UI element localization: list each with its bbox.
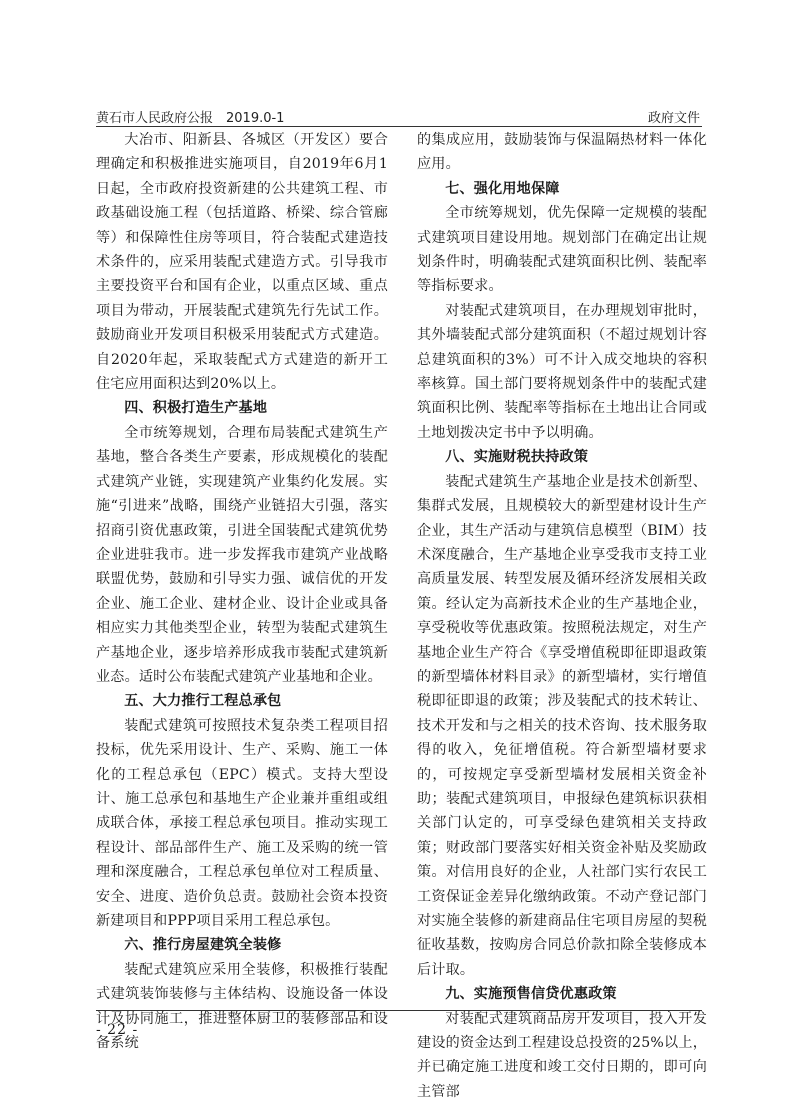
section-heading-8: 八、实施财税扶持政策 xyxy=(445,449,589,466)
section-heading-7: 七、强化用地保障 xyxy=(445,180,560,197)
section-heading-6: 六、推行房屋建筑全装修 xyxy=(124,937,282,954)
paragraph: 装配式建筑可按照技术复杂类工程项目招投标，优先采用设计、生产、采购、施工一体化的工程总承包（EPC）模式。支持大型设计、施工总承包和基地生产企业兼并重组或组成联合体，承接工程总承包项目。推动实现工程设计、部品部件生产、施工及采购的统一管理和深度融合，工程总承包单位对工程质量、安全、进度、造价负总责。鼓励社会资本投资新建项目和PPP项目采用工程总承包。 xyxy=(96,717,388,929)
header-divider xyxy=(96,126,702,127)
section-heading-4: 四、积极打造生产基地 xyxy=(124,400,268,417)
page-number: - 22 - xyxy=(96,1022,139,1038)
paragraph: 对装配式建筑商品房开发项目，投入开发建设的资金达到工程建设总投资的25%以上，并已确定施工进度和竣工交付日期的，即可向主管部 xyxy=(417,1010,707,1100)
right-column xyxy=(417,128,707,1104)
section-heading-9: 九、实施预售信贷优惠政策 xyxy=(445,986,617,1003)
publication-title: 黄石市人民政府公报 2019.0-1 xyxy=(96,111,285,126)
paragraph: 大冶市、阳新县、各城区（开发区）要合理确定和积极推进实施项目，自2019年6月1日起，全市政府投资新建的公共建筑工程、市政基础设施工程（包括道路、桥梁、综合管廊等）和保障性住房等项目，符合装配式建造技术条件的，应采用装配式建造方式。引导我市主要投资平台和国有企业，以重点区域、重点项目为带动，开展装配式建筑先行先试工作。鼓励商业开发项目积极采用装配式方式建造。自2020年起，采取装配式方式建造的新开工住宅应用面积达到20%以上。 xyxy=(96,132,388,393)
paragraph: 全市统筹规划，合理布局装配式建筑生产基地，整合各类生产要素，形成规模化的装配式建筑产业链，实现建筑产业集约化发展。实施“引进来”战略，围绕产业链招大引强，落实招商引资优惠政策，引进全国装配式建筑优势企业进驻我市。进一步发挥我市建筑产业战略联盟优势，鼓励和引导实力强、诚信优的开发企业、施工企业、建材企业、设计企业或具备相应实力其他类型企业，转型为装配式建筑生产基地企业，逐步培养形成我市装配式建筑新业态。适时公布装配式建筑产业基地和企业。 xyxy=(96,424,388,685)
section-label: 政府文件 xyxy=(647,111,700,126)
paragraph: 全市统筹规划，优先保障一定规模的装配式建筑项目建设用地。规划部门在确定出让规划条件时，明确装配式建筑面积比例、装配率等指标要求。 xyxy=(417,205,707,295)
paragraph: 装配式建筑应采用全装修，积极推行装配式建筑装饰装修与主体结构、设施设备一体设计及协同施工，推进整体厨卫的装修部品和设备系统 xyxy=(96,961,388,1052)
paragraph: 对装配式建筑项目，在办理规划审批时，其外墙装配式部分建筑面积（不超过规划计容总建筑面积的3%）可不计入成交地块的容积率核算。国土部门要将规划条件中的装配式建筑面积比例、装配率等指标在土地出让合同或土地划拨决定书中予以明确。 xyxy=(417,302,707,441)
paragraph-continued: 的集成应用，鼓励装饰与保温隔热材料一体化应用。 xyxy=(417,132,707,173)
footer-divider xyxy=(96,1010,702,1011)
section-heading-5: 五、大力推行工程总承包 xyxy=(124,693,282,710)
left-column xyxy=(96,128,388,1055)
paragraph: 装配式建筑生产基地企业是技术创新型、集群式发展，且规模较大的新型建材设计生产企业，其生产活动与建筑信息模型（BIM）技术深度融合，生产基地企业享受我市支持工业高质量发展、转型发展及循环经济发展相关政策。经认定为高新技术企业的生产基地企业，享受税收等优惠政策。按照税法规定，对生产基地企业生产符合《享受增值税即征即退政策的新型墙体材料目录》的新型墙材，实行增值税即征即退的政策；涉及装配式的技术转让、技术开发和与之相关的技术咨询、技术服务取得的收入，免征增值税。符合新型墙材要求的，可按规定享受新型墙材发展相关资金补助；装配式建筑项目，申报绿色建筑标识获相关部门认定的，可享受绿色建筑相关支持政策；财政部门要落实好相关资金补贴及奖励政策。对信用良好的企业，人社部门实行农民工工资保证金差异化缴纳政策。不动产登记部门对实施全装修的新建商品住宅项目房屋的契税征收基数，按购房合同总价款扣除全装修成本后计取。 xyxy=(417,473,707,978)
page-header xyxy=(96,104,702,126)
